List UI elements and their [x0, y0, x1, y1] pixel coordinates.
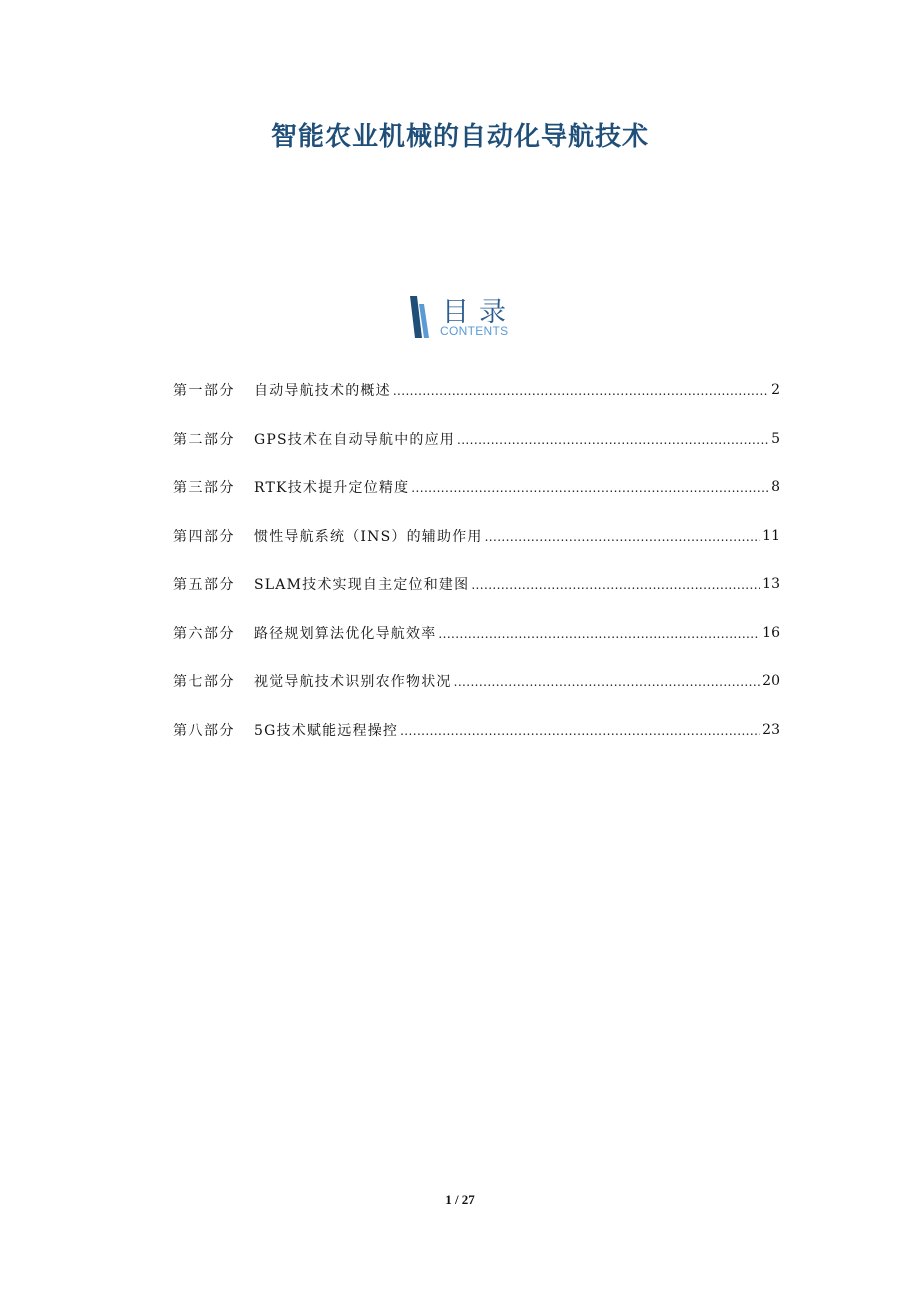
dot-leader — [471, 578, 760, 592]
dot-leader — [393, 384, 769, 398]
toc-entry-title: SLAM技术实现自主定位和建图 — [254, 577, 470, 594]
dot-leader — [400, 724, 760, 738]
toc-part-label: 第一部分 — [173, 383, 235, 400]
document-title: 智能农业机械的自动化导航技术 — [270, 122, 649, 152]
toc-part-label: 第三部分 — [173, 480, 235, 497]
toc-part-label: 第四部分 — [173, 528, 235, 545]
toc-entry-title: 惯性导航系统（INS）的辅助作用 — [254, 528, 483, 545]
toc-page-number: 20 — [762, 673, 780, 690]
dot-leader — [485, 530, 761, 544]
toc-part-label: 第二部分 — [173, 431, 235, 448]
toc-entry-1[interactable] — [173, 366, 780, 415]
toc-part-label: 第七部分 — [173, 674, 235, 691]
toc-page-number: 2 — [771, 382, 780, 399]
toc-entry-title: RTK技术提升定位精度 — [254, 480, 410, 497]
dot-leader — [457, 433, 769, 447]
toc-page-number: 23 — [762, 721, 780, 738]
toc-part-label: 第八部分 — [173, 722, 235, 739]
toc-entry-3[interactable] — [173, 463, 780, 512]
contents-logo-icon — [408, 296, 434, 338]
toc-page-number: 5 — [771, 430, 780, 447]
page-indicator: 1 / 27 — [445, 1192, 475, 1207]
toc-entry-2[interactable] — [173, 415, 780, 464]
toc-part-label: 第六部分 — [173, 625, 235, 642]
toc-entry-title: 路径规划算法优化导航效率 — [254, 625, 437, 642]
table-of-contents — [173, 366, 780, 754]
toc-page-number: 11 — [762, 527, 780, 544]
toc-subheading: CONTENTS — [440, 324, 509, 338]
toc-entry-4[interactable] — [173, 512, 780, 561]
toc-page-number: 8 — [771, 479, 780, 496]
toc-page-number: 13 — [762, 576, 780, 593]
toc-page-number: 16 — [762, 624, 780, 641]
toc-entry-6[interactable] — [173, 609, 780, 658]
dot-leader — [438, 627, 760, 641]
dot-leader — [411, 481, 769, 495]
toc-entry-title: GPS技术在自动导航中的应用 — [254, 431, 455, 448]
dot-leader — [454, 675, 761, 689]
toc-heading: 目录 — [442, 297, 516, 328]
toc-entry-title: 视觉导航技术识别农作物状况 — [254, 674, 452, 691]
toc-entry-title: 自动导航技术的概述 — [254, 383, 391, 400]
toc-part-label: 第五部分 — [173, 577, 235, 594]
toc-entry-8[interactable] — [173, 706, 780, 755]
toc-header — [408, 292, 548, 342]
toc-entry-5[interactable] — [173, 560, 780, 609]
toc-entry-title: 5G技术赋能远程操控 — [254, 722, 399, 739]
toc-entry-7[interactable] — [173, 657, 780, 706]
